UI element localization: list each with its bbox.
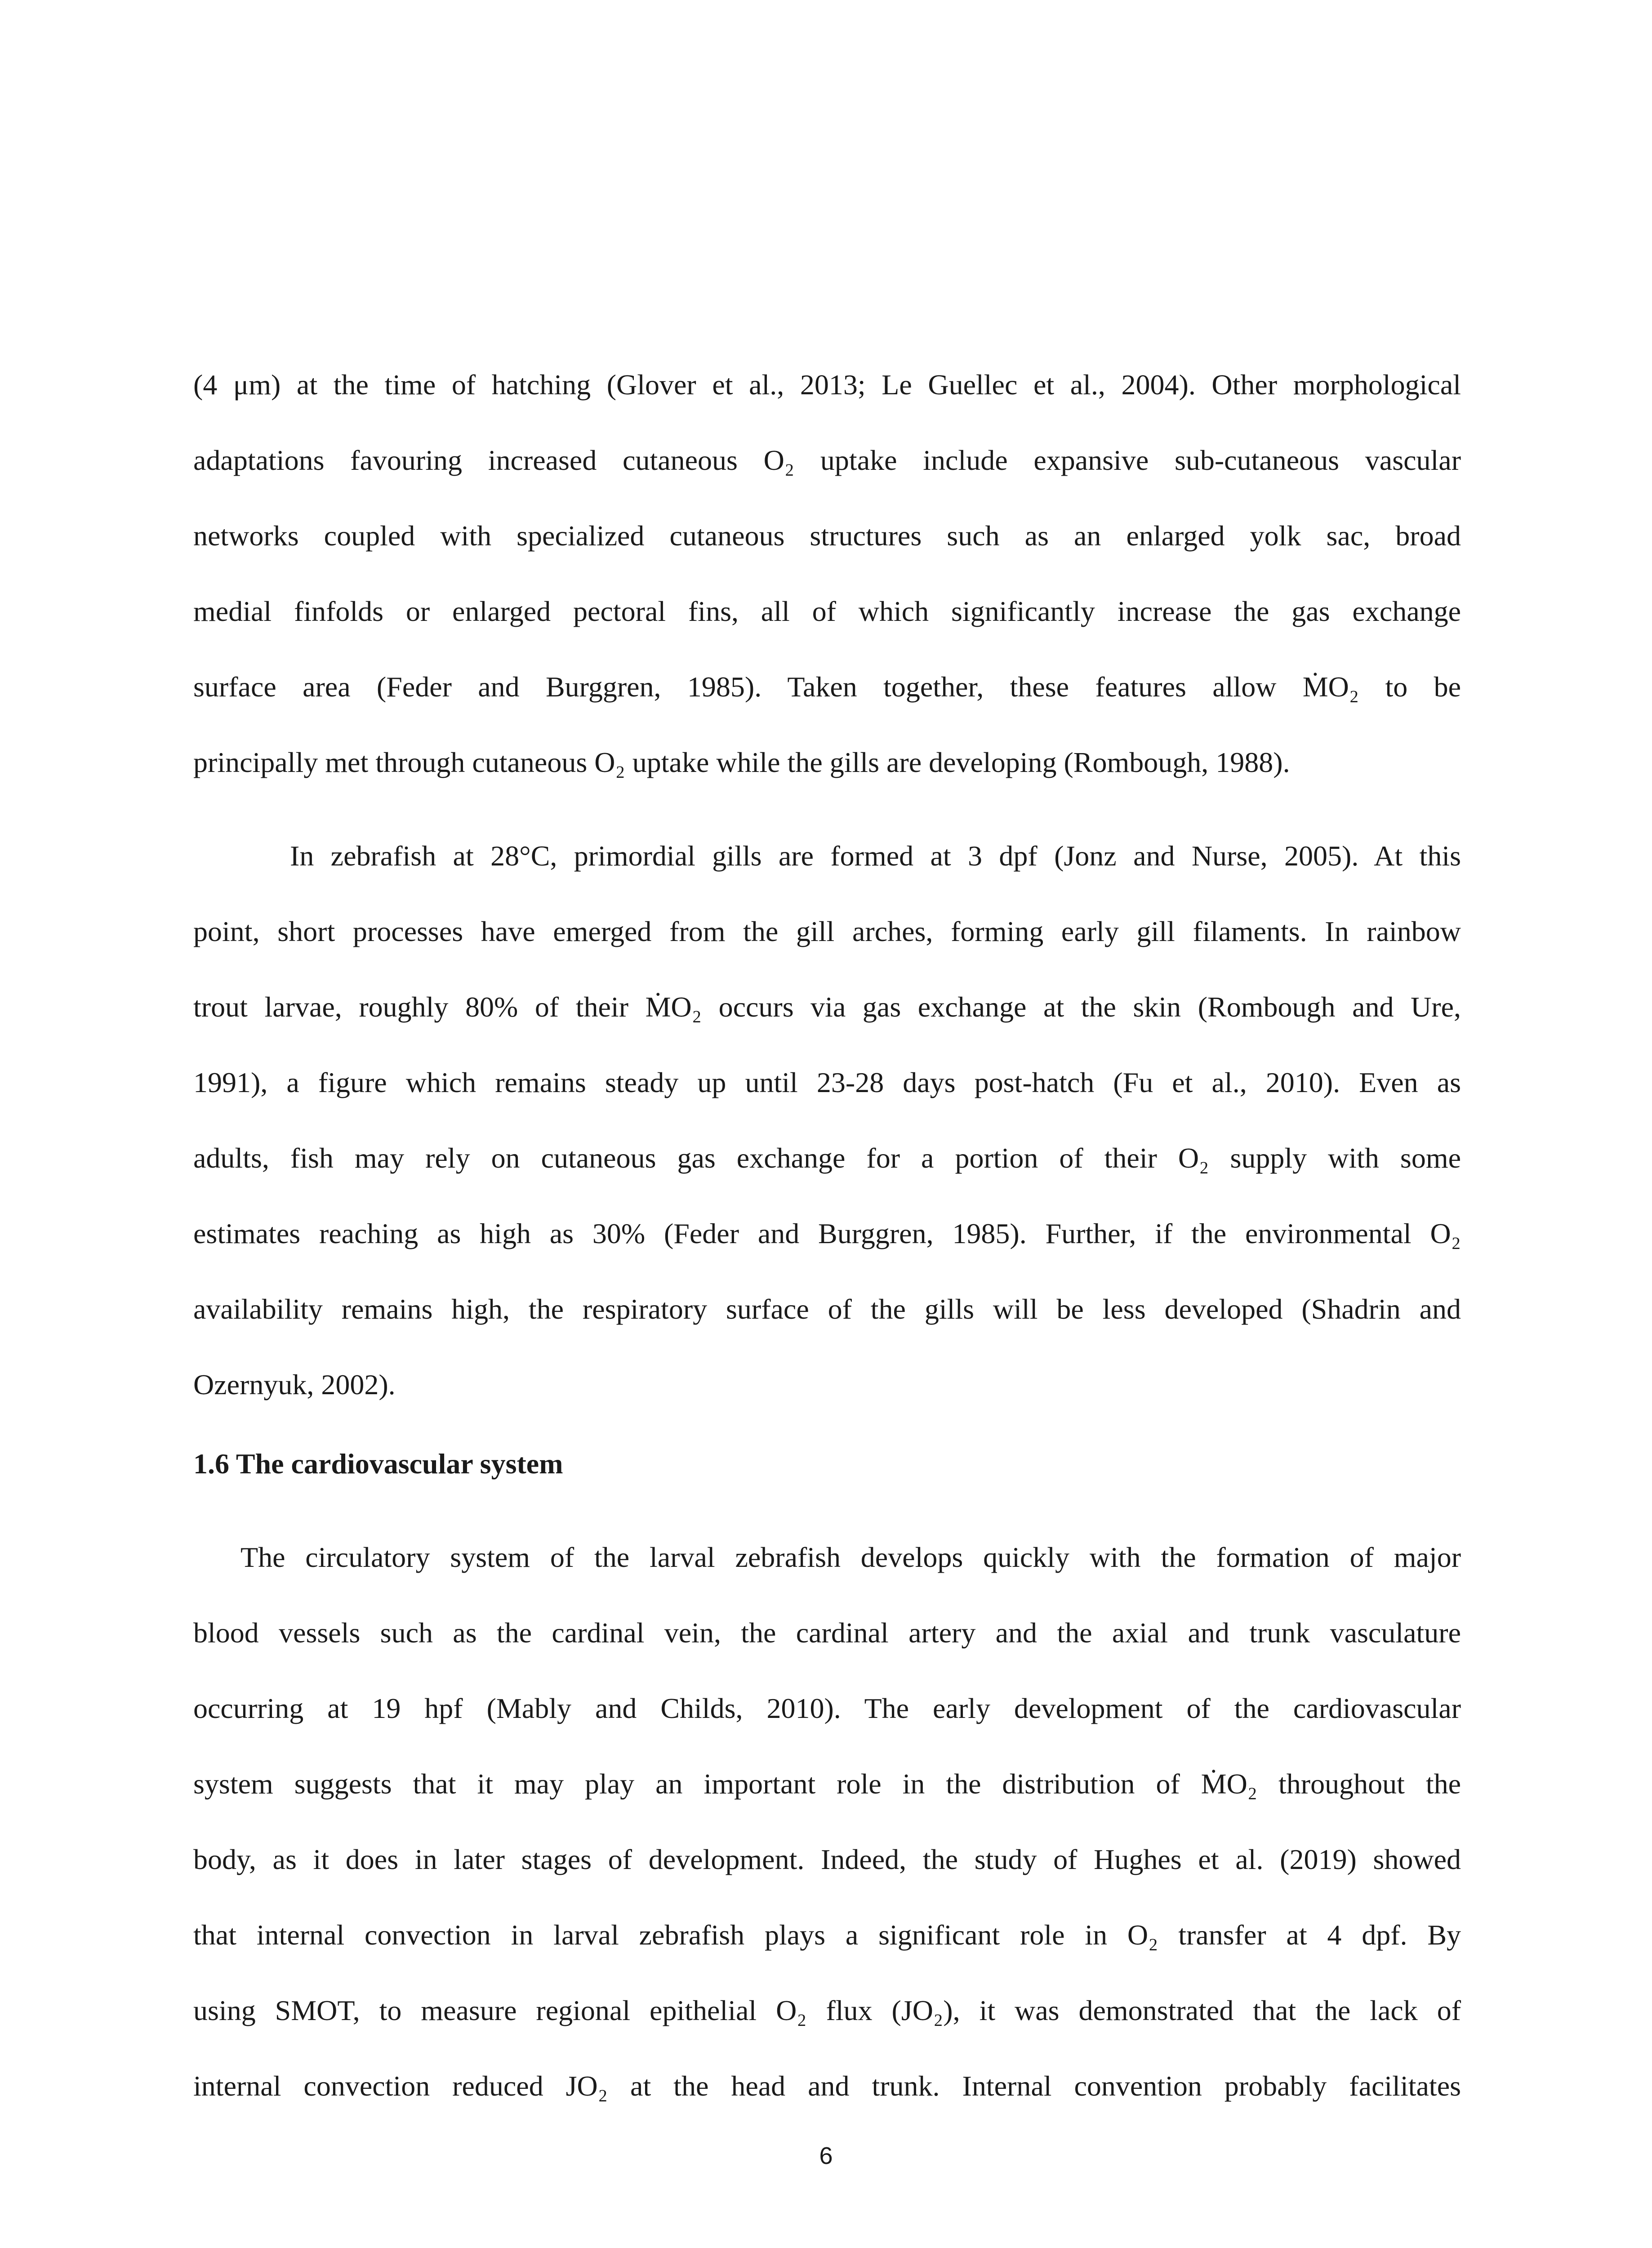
paragraph-1-line-6: principally met through cutaneous O₂ uptake while the gills are developing (Rombough, 1988). <box>193 746 1290 778</box>
paragraph-2-line-1: In zebrafish at 28°C, primordial gills are formed at 3 dpf (Jonz and Nurse, 2005). At this <box>290 840 1461 872</box>
paragraph-3-line-5: body, as it does in later stages of development. Indeed, the study of Hughes et al. (2019) showed <box>193 1843 1461 1875</box>
paragraph-2-line-2: point, short processes have emerged from the gill arches, forming early gill filaments. In rainbow <box>193 915 1461 947</box>
paragraph-3-line-2: blood vessels such as the cardinal vein, the cardinal artery and the axial and trunk vasculature <box>193 1617 1461 1649</box>
section-heading: 1.6 The cardiovascular system <box>193 1448 563 1480</box>
paragraph-2-line-7: availability remains high, the respiratory surface of the gills will be less developed (Shadrin and <box>193 1293 1461 1325</box>
paragraph-2-line-5: adults, fish may rely on cutaneous gas exchange for a portion of their O₂ supply with some <box>193 1142 1461 1174</box>
paragraph-2-line-3: trout larvae, roughly 80% of their ṀO₂ occurs via gas exchange at the skin (Rombough and Ure, <box>193 991 1461 1023</box>
paragraph-3-line-8: internal convection reduced JO₂ at the head and trunk. Internal convention probably facilitates <box>193 2070 1461 2102</box>
page-number: 6 <box>819 2142 833 2169</box>
paragraph-2-line-8: Ozernyuk, 2002). <box>193 1369 396 1401</box>
paragraph-3-line-1: The circulatory system of the larval zebrafish develops quickly with the formation of major <box>240 1541 1461 1573</box>
paragraph-1-line-2: adaptations favouring increased cutaneous O₂ uptake include expansive sub-cutaneous vascular <box>193 444 1461 476</box>
paragraph-2-line-6: estimates reaching as high as 30% (Feder and Burggren, 1985). Further, if the environmental O₂ <box>193 1218 1461 1249</box>
paragraph-1-line-4: medial finfolds or enlarged pectoral fins, all of which significantly increase the gas exchange <box>193 595 1461 627</box>
paragraph-2-line-4: 1991), a figure which remains steady up until 23-28 days post-hatch (Fu et al., 2010). Even as <box>193 1066 1461 1098</box>
paragraph-1-line-5: surface area (Feder and Burggren, 1985). Taken together, these features allow ṀO₂ to be <box>193 671 1461 703</box>
paragraph-1-line-3: networks coupled with specialized cutaneous structures such as an enlarged yolk sac, broad <box>193 520 1461 552</box>
paragraph-1-line-1: (4 μm) at the time of hatching (Glover et al., 2013; Le Guellec et al., 2004). Other morphological <box>193 369 1461 401</box>
paragraph-3-line-6: that internal convection in larval zebrafish plays a significant role in O₂ transfer at 4 dpf. By <box>193 1919 1461 1951</box>
paragraph-3-line-4: system suggests that it may play an important role in the distribution of ṀO₂ throughout the <box>193 1768 1461 1800</box>
paragraph-3-line-7: using SMOT, to measure regional epithelial O₂ flux (JO₂), it was demonstrated that the lack of <box>193 1994 1461 2026</box>
paragraph-3-line-3: occurring at 19 hpf (Mably and Childs, 2010). The early development of the cardiovascular <box>193 1692 1461 1724</box>
